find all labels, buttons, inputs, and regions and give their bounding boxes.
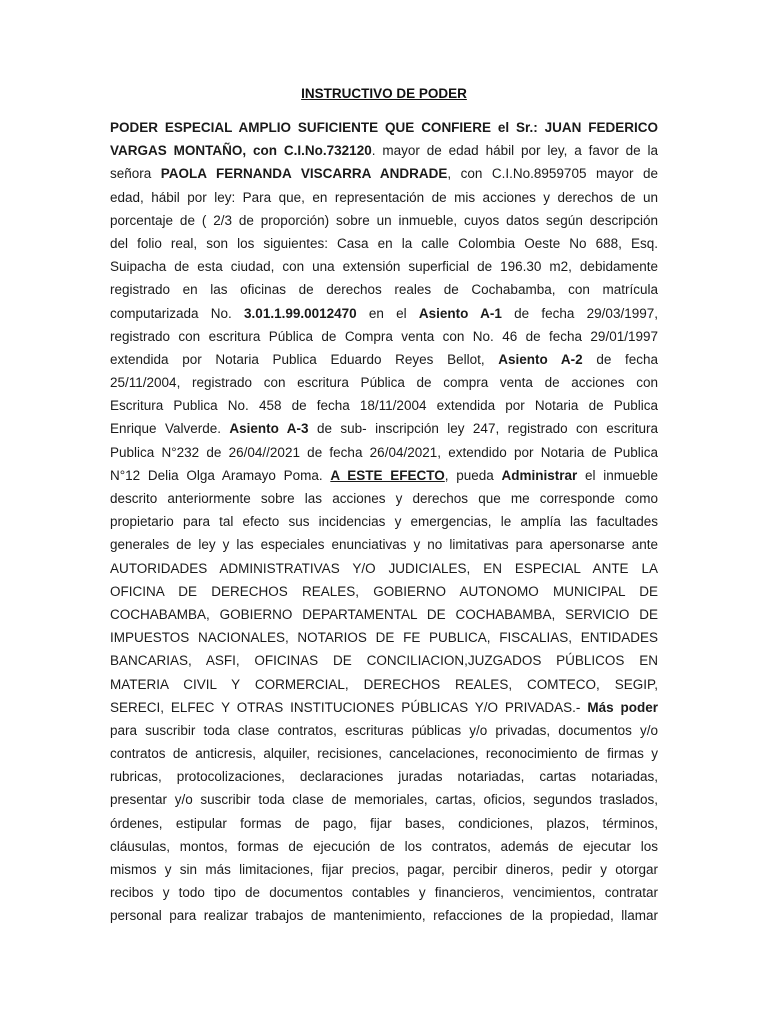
- body-line: [110, 580, 658, 603]
- text-run: AUTORIDADES ADMINISTRATIVAS Y/O JUDICIALES, EN ESPECIAL ANTE LA: [110, 560, 658, 576]
- text-run: del folio real, son los siguientes: Casa en la calle Colombia Oeste No 688, Esq.: [110, 235, 658, 251]
- text-run: personal para realizar trabajos de mantenimiento, refacciones de la propiedad, llamar: [110, 908, 658, 924]
- text-run: Publica N°232 de 26/04//2021 de fecha 26/04/2021, extendido por Notaria de Publica: [110, 444, 658, 460]
- text-run: extendida por Notaria Publica Eduardo Reyes Bellot,: [110, 351, 499, 367]
- bold-text: PODER ESPECIAL AMPLIO SUFICIENTE QUE CONFIERE el Sr.: JUAN FEDERICO: [110, 120, 658, 135]
- body-line: [110, 557, 658, 580]
- bold-text: PAOLA FERNANDA VISCARRA ANDRADE: [160, 166, 448, 182]
- body-line: [110, 325, 658, 348]
- text-run: en el: [356, 305, 419, 321]
- text-run: OFICINA DE DERECHOS REALES, GOBIERNO AUTONOMO MUNICIPAL DE: [110, 583, 658, 599]
- text-run: el inmueble: [577, 467, 658, 483]
- bold-text: Administrar: [501, 467, 578, 483]
- body-line: [110, 371, 658, 394]
- body-line: [110, 348, 658, 371]
- bold-text: Más poder: [587, 699, 658, 715]
- document-body: [110, 116, 658, 928]
- text-run: de sub- inscripción ley 247, registrado con escritura: [308, 421, 658, 437]
- text-run: Suipacha de esta ciudad, con una extensión superficial de 196.30 m2, debidamente: [110, 259, 658, 275]
- body-line: [110, 812, 658, 835]
- body-line: [110, 765, 658, 788]
- body-line: [110, 186, 658, 209]
- underlined-text: A ESTE EFECTO: [330, 467, 445, 483]
- body-line: [110, 881, 658, 904]
- text-run: registrado con escritura Pública de Compra venta con No. 46 de fecha 29/01/1997: [110, 328, 658, 344]
- body-line: [110, 441, 658, 464]
- bold-text: Asiento A-3: [229, 421, 309, 437]
- text-run: de fecha: [582, 351, 658, 367]
- body-line: [110, 278, 658, 301]
- text-run: descrito anteriormente sobre las acciones y derechos que me corresponde como: [110, 491, 658, 506]
- body-line: [110, 487, 658, 510]
- body-line: [110, 394, 658, 417]
- body-line: [110, 673, 658, 696]
- text-run: computarizada No.: [110, 305, 245, 321]
- text-run: . mayor de edad hábil por ley, a favor de la: [371, 143, 658, 159]
- body-line: [110, 302, 658, 325]
- body-line: [110, 533, 658, 556]
- body-line: [110, 719, 658, 742]
- body-line: [110, 510, 658, 533]
- bold-text: VARGAS MONTAÑO, con C.I.No.732120: [110, 143, 372, 159]
- body-line: [110, 603, 658, 626]
- text-run: cláusulas, montos, formas de ejecución de los contratos, además de ejecutar los: [110, 838, 658, 854]
- text-run: , pueda: [444, 467, 502, 483]
- body-line: [110, 232, 658, 255]
- text-run: registrado en las oficinas de derechos reales de Cochabamba, con matrícula: [110, 282, 658, 298]
- text-run: presentar y/o suscribir toda clase de memoriales, cartas, oficios, segundos traslados,: [110, 792, 658, 808]
- text-run: Enrique Valverde.: [110, 421, 230, 437]
- text-run: SERECI, ELFEC Y OTRAS INSTITUCIONES PÚBLICAS Y/O PRIVADAS.-: [110, 699, 588, 715]
- text-run: recibos y todo tipo de documentos contables y financieros, vencimientos, contratar: [110, 885, 658, 901]
- body-line: [110, 649, 658, 672]
- bold-text: 3.01.1.99.0012470: [244, 305, 357, 321]
- text-run: de fecha 29/03/1997,: [501, 305, 658, 321]
- text-run: propietario para tal efecto sus incidencias y emergencias, le amplía las facultades: [110, 514, 658, 530]
- bold-text: Asiento A-1: [418, 305, 502, 321]
- text-run: para suscribir toda clase contratos, escrituras públicas y/o privadas, documentos y/o: [110, 722, 658, 738]
- body-line: [110, 788, 658, 811]
- bold-text: Asiento A-2: [498, 351, 583, 367]
- text-run: IMPUESTOS NACIONALES, NOTARIOS DE FE PUBLICA, FISCALIAS, ENTIDADES: [110, 630, 658, 646]
- body-line: [110, 858, 658, 881]
- body-line: [110, 742, 658, 765]
- text-run: 25/11/2004, registrado con escritura Pública de compra venta de acciones con: [110, 375, 658, 391]
- body-line: [110, 255, 658, 278]
- body-line: [110, 162, 658, 185]
- text-run: BANCARIAS, ASFI, OFICINAS DE CONCILIACION,JUZGADOS PÚBLICOS EN: [110, 653, 658, 669]
- document-title: INSTRUCTIVO DE PODER: [301, 86, 467, 101]
- text-run: MATERIA CIVIL Y CORMERCIAL, DERECHOS REALES, COMTECO, SEGIP,: [110, 676, 658, 692]
- text-run: rubricas, protocolizaciones, declaraciones juradas notariadas, cartas notariadas,: [110, 769, 658, 785]
- text-run: N°12 Delia Olga Aramayo Poma.: [110, 467, 331, 483]
- text-run: , con C.I.No.8959705 mayor de: [447, 166, 658, 182]
- text-run: órdenes, estipular formas de pago, fijar bases, condiciones, plazos, términos,: [110, 815, 658, 831]
- body-line: [110, 139, 658, 162]
- body-line: [110, 464, 658, 487]
- text-run: Escritura Publica No. 458 de fecha 18/11/2004 extendida por Notaria de Publica: [110, 398, 658, 414]
- text-run: señora: [110, 166, 161, 182]
- text-run: contratos de anticresis, alquiler, recisiones, cancelaciones, reconocimiento de firmas y: [110, 746, 658, 762]
- body-line: [110, 417, 658, 440]
- text-run: mismos y sin más limitaciones, fijar precios, pagar, percibir dineros, pedir y otorgar: [110, 862, 658, 877]
- body-line: [110, 696, 658, 719]
- body-line: [110, 116, 658, 139]
- text-run: generales de ley y las especiales enunciativas y no limitativas para apersonarse ante: [110, 537, 658, 553]
- text-run: COCHABAMBA, GOBIERNO DEPARTAMENTAL DE COCHABAMBA, SERVICIO DE: [110, 606, 658, 622]
- body-line: [110, 626, 658, 649]
- body-line: [110, 904, 658, 927]
- body-line: [110, 209, 658, 232]
- text-run: porcentaje de ( 2/3 de proporción) sobre un inmueble, cuyos datos según descripción: [110, 212, 658, 228]
- text-run: edad, hábil por ley: Para que, en representación de mis acciones y derechos de un: [110, 189, 658, 205]
- body-line: [110, 835, 658, 858]
